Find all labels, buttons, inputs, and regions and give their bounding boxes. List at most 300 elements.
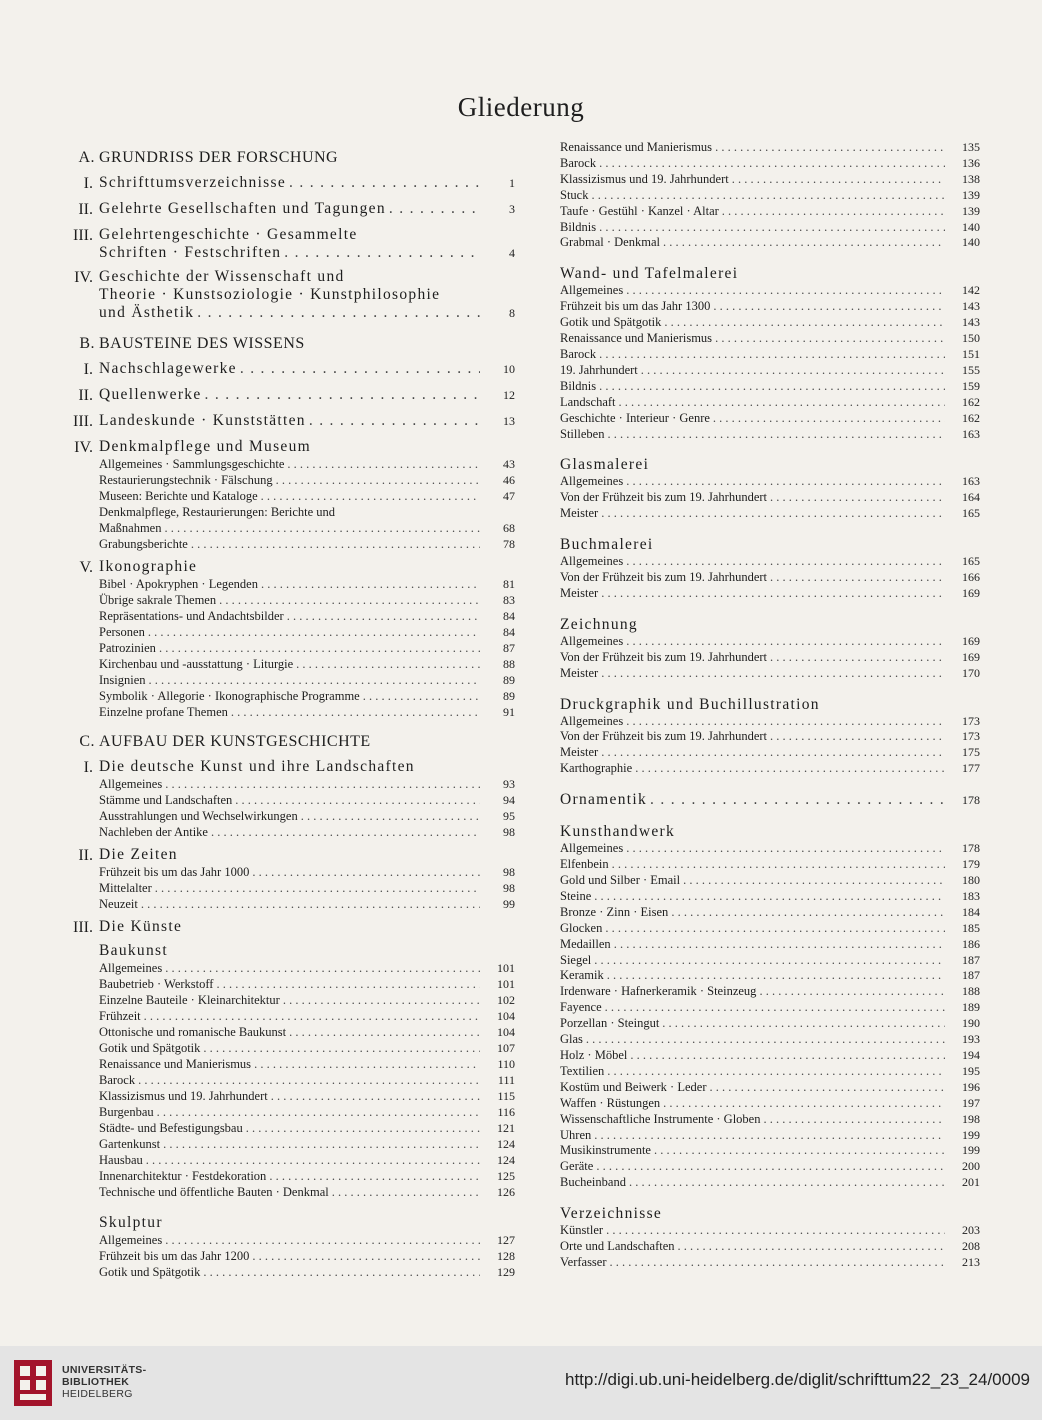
toc-entry[interactable] <box>99 1088 515 1104</box>
toc-entry[interactable] <box>99 1152 515 1168</box>
document-url-link[interactable]: http://digi.ub.uni-heidelberg.de/diglit/schrifttum22_23_24/0009 <box>565 1370 1030 1389</box>
dot-leader <box>309 412 480 430</box>
dot-leader <box>594 1128 945 1144</box>
library-name-line3: HEIDELBERG <box>62 1388 133 1400</box>
group-body <box>99 438 515 552</box>
toc-entry[interactable] <box>560 857 980 873</box>
toc-group <box>60 360 515 380</box>
page-number: 110 <box>497 1057 515 1071</box>
entry-title: Barock <box>560 346 597 361</box>
toc-entry[interactable] <box>560 474 980 490</box>
page-number: 170 <box>962 665 980 680</box>
page-number: 184 <box>962 904 980 919</box>
page-number: 10 <box>503 362 515 376</box>
page-number: 43 <box>503 457 515 471</box>
dot-leader <box>763 1112 945 1128</box>
page-number: 12 <box>503 388 515 402</box>
toc-right-group <box>560 696 980 778</box>
toc-entry[interactable] <box>99 608 515 624</box>
toc-entry[interactable] <box>99 976 515 992</box>
page-number: 164 <box>962 490 980 505</box>
page-number: 188 <box>962 984 980 999</box>
group-body <box>99 226 515 262</box>
group-title: Denkmalpflege und Museum <box>99 438 311 455</box>
page-number: 194 <box>962 1047 980 1062</box>
entry-title: Nachleben der Antike <box>99 825 208 839</box>
entry-title: Von der Frühzeit bis zum 19. Jahrhundert <box>560 729 768 744</box>
page-number: 126 <box>497 1185 515 1199</box>
section-letter: B. <box>79 335 95 352</box>
page-number: 93 <box>503 777 515 791</box>
toc-entry[interactable] <box>560 220 980 236</box>
dot-leader <box>599 347 945 363</box>
group-title: Die deutsche Kunst und ihre Landschaften <box>99 758 415 775</box>
entry-title: Meister <box>560 665 599 680</box>
entry-title: Museen: Berichte und Kataloge <box>99 489 258 503</box>
toc-right-column <box>560 140 980 1271</box>
toc-entry[interactable] <box>560 1128 980 1144</box>
toc-entry[interactable] <box>560 1096 980 1112</box>
dot-leader <box>732 172 945 188</box>
toc-entry[interactable] <box>99 896 515 912</box>
dot-leader <box>261 576 480 592</box>
dot-leader <box>254 1056 480 1072</box>
library-name-line1: UNIVERSITÄTS- <box>62 1364 147 1376</box>
group-body <box>99 558 515 720</box>
toc-group <box>60 386 515 406</box>
group-numeral: II. <box>78 847 93 864</box>
entry-title: Städte- und Befestigungsbau <box>99 1121 243 1135</box>
entry-title: Allgemeines <box>560 554 624 569</box>
toc-entry[interactable] <box>99 456 515 472</box>
toc-entry[interactable] <box>560 666 980 682</box>
toc-right-group <box>560 616 980 682</box>
dot-leader <box>157 1104 480 1120</box>
group-numeral: IV. <box>74 439 93 456</box>
toc-entry[interactable] <box>560 315 980 331</box>
toc-entry[interactable] <box>99 960 515 976</box>
group-numeral: II. <box>78 387 93 404</box>
group-heading-entry[interactable] <box>99 304 515 322</box>
page-number: 203 <box>962 1223 980 1238</box>
group-numeral: I. <box>83 175 93 192</box>
dot-leader <box>216 976 480 992</box>
subsection-title: Baukunst <box>99 942 168 959</box>
dot-leader <box>149 672 480 688</box>
dot-leader <box>713 299 945 315</box>
dot-leader <box>163 1136 480 1152</box>
dot-leader <box>301 808 480 824</box>
toc-right-group <box>560 536 980 602</box>
entry-title: Grabmal · Denkmal <box>560 235 660 250</box>
page-number: 143 <box>962 315 980 330</box>
entry-title: Grabungsberichte <box>99 537 188 551</box>
entry-title: Einzelne Bauteile · Kleinarchitektur <box>99 993 280 1007</box>
dot-leader <box>770 490 945 506</box>
toc-entry[interactable] <box>99 656 515 672</box>
toc-group <box>60 758 515 840</box>
entry-title: Glas <box>560 1032 583 1047</box>
group-numeral: III. <box>73 227 93 244</box>
dot-leader <box>289 174 480 192</box>
toc-entry[interactable] <box>560 570 980 586</box>
entry-title: Quellenwerke <box>99 386 202 403</box>
toc-entry[interactable] <box>560 921 980 937</box>
toc-entry[interactable] <box>560 172 980 188</box>
toc-entry[interactable] <box>560 968 980 984</box>
toc-entry[interactable] <box>99 1248 515 1264</box>
toc-right-group <box>560 456 980 522</box>
page-number: 155 <box>962 362 980 377</box>
toc-entry[interactable] <box>99 640 515 656</box>
entry-title: Bildnis <box>560 219 597 234</box>
subsection-title: Verzeichnisse <box>560 1205 663 1223</box>
toc-entry[interactable] <box>560 1175 980 1191</box>
dot-leader <box>138 1072 480 1088</box>
toc-entry[interactable] <box>99 880 515 896</box>
toc-entry[interactable] <box>99 1168 515 1184</box>
entry-title: Frühzeit bis um das Jahr 1300 <box>560 299 711 314</box>
group-heading-entry[interactable] <box>99 360 515 378</box>
entry-title: und Ästhetik <box>99 304 195 321</box>
dot-leader <box>203 1264 480 1280</box>
toc-group <box>60 918 515 1280</box>
university-library-logo-icon[interactable] <box>14 1360 52 1406</box>
dot-leader <box>614 937 945 953</box>
page-number: 177 <box>962 761 980 776</box>
toc-entry[interactable] <box>99 1120 515 1136</box>
entry-title: Medaillen <box>560 936 611 951</box>
toc-entry[interactable] <box>99 1104 515 1120</box>
toc-entry[interactable] <box>560 905 980 921</box>
entry-title: Allgemeines <box>99 961 163 975</box>
entry-title: Landschaft <box>560 394 616 409</box>
toc-entry[interactable] <box>99 672 515 688</box>
page-number: 84 <box>503 625 515 639</box>
entry-title: Glocken <box>560 920 603 935</box>
toc-entry[interactable] <box>560 1112 980 1128</box>
entry-title: Kostüm und Beiwerk · Leder <box>560 1079 707 1094</box>
toc-group <box>60 438 515 552</box>
section-letter: A. <box>78 149 95 166</box>
entry-title: Allgemeines <box>560 633 624 648</box>
page-number: 139 <box>962 203 980 218</box>
entry-title: Von der Frühzeit bis zum 19. Jahrhundert <box>560 649 768 664</box>
toc-entry[interactable] <box>560 490 980 506</box>
entry-title: Frühzeit bis um das Jahr 1000 <box>99 865 250 879</box>
group-body <box>99 200 515 220</box>
entry-title: Allgemeines · Sammlungsgeschichte <box>99 457 285 471</box>
toc-group <box>60 412 515 432</box>
dot-leader <box>612 857 945 873</box>
page-number: 138 <box>962 171 980 186</box>
library-name <box>62 1364 146 1400</box>
toc-entry[interactable] <box>99 1264 515 1280</box>
entry-title: Neuzeit <box>99 897 138 911</box>
toc-entry[interactable] <box>99 776 515 792</box>
entry-title: Burgenbau <box>99 1105 154 1119</box>
toc-entry[interactable] <box>99 488 515 504</box>
entry-title: Maßnahmen <box>99 521 162 535</box>
toc-entry[interactable] <box>99 592 515 608</box>
toc-entry[interactable] <box>560 1080 980 1096</box>
entry-title: Textilien <box>560 1063 605 1078</box>
toc-entry[interactable] <box>560 889 980 905</box>
dot-leader <box>261 488 480 504</box>
group-numeral: I. <box>83 361 93 378</box>
entry-title: Insignien <box>99 673 146 687</box>
toc-entry[interactable] <box>99 624 515 640</box>
entry-title: Mittelalter <box>99 881 152 895</box>
dot-leader <box>219 592 480 608</box>
dot-leader <box>596 1159 945 1175</box>
entry-title: Nachschlagewerke <box>99 360 237 377</box>
entry-title: Gartenkunst <box>99 1137 161 1151</box>
group-numeral: II. <box>78 201 93 218</box>
toc-entry[interactable] <box>560 953 980 969</box>
page-number: 190 <box>962 1016 980 1031</box>
dot-leader <box>231 704 480 720</box>
entry-title: Künstler <box>560 1223 604 1238</box>
toc-entry[interactable] <box>560 714 980 730</box>
toc-entry[interactable] <box>560 204 980 220</box>
dot-leader <box>211 824 480 840</box>
group-numeral: III. <box>73 413 93 430</box>
page-number: 121 <box>497 1121 515 1135</box>
toc-entry[interactable] <box>560 1223 980 1239</box>
dot-leader <box>205 386 480 404</box>
toc-entry[interactable] <box>560 586 980 602</box>
toc-entry[interactable] <box>560 761 980 777</box>
toc-entry[interactable] <box>560 1239 980 1255</box>
toc-entry[interactable] <box>560 984 980 1000</box>
dot-leader <box>159 640 480 656</box>
toc-entry[interactable] <box>560 650 980 666</box>
toc-entry[interactable] <box>560 1032 980 1048</box>
entry-title: Klassizismus und 19. Jahrhundert <box>99 1089 268 1103</box>
toc-entry[interactable] <box>99 1024 515 1040</box>
toc-entry[interactable] <box>560 1064 980 1080</box>
toc-group <box>60 226 515 262</box>
toc-entry[interactable] <box>99 792 515 808</box>
group-heading-entry[interactable] <box>99 412 515 430</box>
dot-leader <box>626 634 945 650</box>
entry-title: Von der Frühzeit bis zum 19. Jahrhundert <box>560 570 768 585</box>
toc-entry[interactable] <box>560 1255 980 1271</box>
dot-leader <box>146 1152 480 1168</box>
toc-entry[interactable] <box>560 1143 980 1159</box>
page-number: 98 <box>503 865 515 879</box>
toc-entry[interactable] <box>99 1008 515 1024</box>
entry-title: Steine <box>560 888 592 903</box>
toc-right-group <box>560 265 980 442</box>
page-number: 142 <box>962 283 980 298</box>
dot-leader <box>710 1080 946 1096</box>
toc-entry[interactable] <box>99 1184 515 1200</box>
page-title: Gliederung <box>457 92 585 122</box>
dot-leader <box>601 586 945 602</box>
toc-entry[interactable] <box>560 554 980 570</box>
dot-leader <box>164 520 480 536</box>
toc-entry[interactable] <box>560 395 980 411</box>
page-number: 185 <box>962 920 980 935</box>
toc-right-group <box>560 791 980 809</box>
page-number: 186 <box>962 936 980 951</box>
page-number: 173 <box>962 713 980 728</box>
page-number: 208 <box>962 1239 980 1254</box>
page-number: 94 <box>503 793 515 807</box>
toc-entry[interactable] <box>560 363 980 379</box>
toc-entry[interactable] <box>99 472 515 488</box>
entry-title: Holz · Möbel <box>560 1047 628 1062</box>
group-body <box>99 386 515 406</box>
dot-leader <box>296 656 480 672</box>
dot-leader <box>626 554 945 570</box>
group-body <box>99 268 515 322</box>
entry-title: Ornamentik <box>560 791 648 809</box>
toc-entry[interactable] <box>560 283 980 299</box>
toc-entry[interactable] <box>560 745 980 761</box>
toc-entry[interactable] <box>99 808 515 824</box>
toc-entry[interactable] <box>560 1016 980 1032</box>
entry-title: Meister <box>560 585 599 600</box>
dot-leader <box>203 1040 480 1056</box>
entry-title: Karthographie <box>560 761 633 776</box>
toc-entry[interactable] <box>560 1048 980 1064</box>
toc-entry[interactable] <box>99 1056 515 1072</box>
toc-entry[interactable] <box>560 634 980 650</box>
library-name-line2: BIBLIOTHEK <box>62 1376 130 1388</box>
page-number: 98 <box>503 881 515 895</box>
page-number: 187 <box>962 952 980 967</box>
toc-entry[interactable] <box>560 140 980 156</box>
page-number: 115 <box>497 1089 515 1103</box>
dot-leader <box>276 472 480 488</box>
subsection-title: Wand- und Tafelmalerei <box>560 265 739 283</box>
dot-leader <box>586 1032 945 1048</box>
toc-entry[interactable] <box>560 1159 980 1175</box>
toc-entry[interactable] <box>560 156 980 172</box>
group-heading-entry[interactable] <box>99 174 515 192</box>
entry-title: Gold und Silber · Email <box>560 873 681 887</box>
toc-entry[interactable] <box>99 1040 515 1056</box>
toc-entry[interactable] <box>560 347 980 363</box>
dot-leader <box>626 841 945 857</box>
dot-leader <box>594 889 945 905</box>
entry-title: Restaurierungstechnik · Fälschung <box>99 473 273 487</box>
dot-leader <box>141 896 480 912</box>
toc-entry[interactable] <box>560 937 980 953</box>
toc-entry[interactable] <box>99 688 515 704</box>
dot-leader <box>759 984 945 1000</box>
entry-title: Ottonische und romanische Baukunst <box>99 1025 287 1039</box>
toc-entry[interactable] <box>99 576 515 592</box>
dot-leader <box>607 427 945 443</box>
group-heading-entry[interactable] <box>560 791 980 809</box>
toc-entry[interactable] <box>99 704 515 720</box>
dot-leader <box>629 1175 945 1191</box>
toc-entry[interactable] <box>560 729 980 745</box>
dot-leader <box>663 1096 945 1112</box>
page-number: 201 <box>962 1175 980 1190</box>
dot-leader <box>287 456 480 472</box>
group-heading-entry[interactable] <box>99 386 515 404</box>
dot-leader <box>594 953 945 969</box>
toc-entry[interactable] <box>560 188 980 204</box>
entry-title: Waffen · Rüstungen <box>560 1095 661 1110</box>
subsection-title: Buchmalerei <box>560 536 654 554</box>
toc-right-group <box>560 140 980 251</box>
page-number: 162 <box>962 394 980 409</box>
toc-entry[interactable] <box>560 841 980 857</box>
toc-entry[interactable] <box>99 824 515 840</box>
entry-title: Geschichte · Interieur · Genre <box>560 410 710 425</box>
toc-entry[interactable] <box>99 536 515 552</box>
page-number: 136 <box>962 155 980 170</box>
toc-group <box>60 174 515 194</box>
subsection-title: Skulptur <box>99 1214 163 1231</box>
toc-entry[interactable] <box>560 873 980 889</box>
page-number: 87 <box>503 641 515 655</box>
group-heading-entry[interactable] <box>99 200 515 218</box>
page-number: 140 <box>962 235 980 250</box>
page-number: 128 <box>497 1249 515 1263</box>
entry-title: Renaissance und Manierismus <box>99 1057 252 1071</box>
page-number: 139 <box>962 187 980 202</box>
toc-entry[interactable] <box>560 411 980 427</box>
entry-title: Baubetrieb · Werkstoff <box>99 977 214 991</box>
toc-entry[interactable] <box>99 1232 515 1248</box>
entry-title: Ausstrahlungen und Wechselwirkungen <box>99 809 298 823</box>
page-number: 159 <box>962 378 980 393</box>
toc-entry[interactable] <box>560 379 980 395</box>
entry-title: Meister <box>560 506 599 521</box>
toc-entry[interactable] <box>560 1000 980 1016</box>
toc-entry[interactable] <box>99 992 515 1008</box>
dot-leader <box>284 244 480 262</box>
group-body <box>99 846 515 912</box>
page-number: 169 <box>962 633 980 648</box>
entry-title: Allgemeines <box>99 777 163 791</box>
toc-entry[interactable] <box>560 299 980 315</box>
entry-title: Stuck <box>560 187 589 202</box>
toc-entry[interactable] <box>560 331 980 347</box>
group-heading-entry[interactable] <box>99 244 515 262</box>
dot-leader <box>610 1255 945 1271</box>
toc-entry[interactable] <box>560 506 980 522</box>
toc-entry[interactable] <box>99 520 515 536</box>
entry-title: Landeskunde · Kunststätten <box>99 412 306 429</box>
page-number: 13 <box>503 414 515 428</box>
toc-entry[interactable] <box>560 427 980 443</box>
toc-entry[interactable] <box>99 1072 515 1088</box>
page-number: 83 <box>503 593 515 607</box>
dot-leader <box>619 395 945 411</box>
toc-entry[interactable] <box>99 1136 515 1152</box>
entry-title: 19. Jahrhundert <box>560 362 638 377</box>
page-number: 169 <box>962 649 980 664</box>
toc-entry[interactable] <box>99 864 515 880</box>
subsection-title: Kunsthandwerk <box>560 823 676 841</box>
dot-leader <box>664 315 945 331</box>
dot-leader <box>148 624 480 640</box>
dot-leader <box>650 791 945 809</box>
dot-leader <box>271 1088 480 1104</box>
dot-leader <box>240 360 480 378</box>
page-number: 189 <box>962 1000 980 1015</box>
toc-entry[interactable] <box>560 235 980 251</box>
toc-group <box>60 200 515 220</box>
